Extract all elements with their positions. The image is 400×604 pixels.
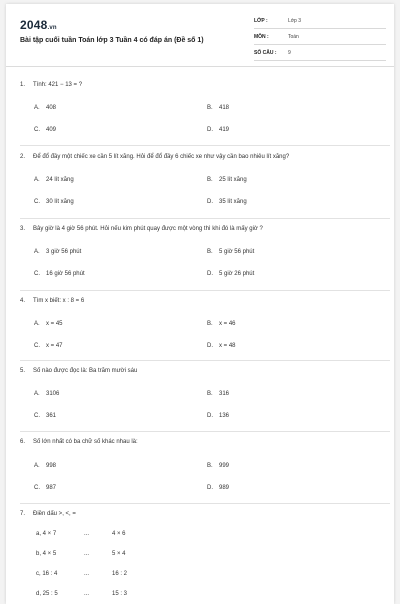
q6-option-a[interactable]: A. 998	[34, 463, 57, 469]
q7-item-a-right: 4 × 6	[112, 531, 126, 537]
q4-option-b[interactable]: B. x = 46	[207, 321, 236, 327]
q5-option-c[interactable]: C. 361	[34, 413, 57, 419]
q1-option-b[interactable]: B. 418	[207, 105, 230, 111]
q7-item-b-right: 5 × 4	[112, 551, 126, 557]
q5-option-d[interactable]: D. 136	[207, 413, 230, 419]
q6-option-c[interactable]: C. 987	[34, 485, 57, 491]
q7-item-b-left: b, 4 × 5	[36, 551, 57, 557]
q1-option-c[interactable]: C. 409	[34, 127, 57, 133]
q5-option-b[interactable]: B. 316	[207, 391, 230, 397]
question-2: 2. Để đổ đầy một chiếc xe cần 5 lít xăng. Hỏi để đổ đầy 6 chiếc xe như vậy cần bao nhiêu lít xăng?	[20, 154, 290, 160]
q7-item-c-blank[interactable]: ...	[84, 571, 90, 577]
q7-item-a-left: a, 4 × 7	[36, 531, 57, 537]
question-1: 1. Tính: 421 − 13 = ?	[20, 82, 83, 88]
worksheet-meta	[254, 16, 386, 64]
worksheet-page	[6, 4, 394, 604]
q3-option-d[interactable]: D. 5 giờ 26 phút	[207, 271, 255, 277]
q7-item-d-blank[interactable]: ...	[84, 591, 90, 597]
site-logo[interactable]: 2048.vn	[20, 18, 57, 32]
q3-option-c[interactable]: C. 16 giờ 56 phút	[34, 271, 85, 277]
worksheet-title: Bài tập cuối tuần Toán lớp 3 Tuần 4 có đáp án (Đề số 1)	[20, 37, 204, 44]
q5-option-a[interactable]: A. 3106	[34, 391, 60, 397]
q7-item-b-blank[interactable]: ...	[84, 551, 90, 557]
q7-item-d-left: d, 25 : 5	[36, 591, 58, 597]
q2-option-a[interactable]: A. 24 lít xăng	[34, 177, 74, 183]
q7-item-d-right: 15 : 3	[112, 591, 128, 597]
divider	[20, 218, 390, 219]
q4-option-d[interactable]: D. x = 48	[207, 343, 236, 349]
meta-class: LỚP : Lớp 3	[254, 16, 386, 29]
q3-option-a[interactable]: A. 3 giờ 56 phút	[34, 249, 82, 255]
q4-option-c[interactable]: C. x = 47	[34, 343, 63, 349]
question-4: 4. Tìm x biết: x : 8 = 6	[20, 298, 85, 304]
q7-item-c-right: 16 : 2	[112, 571, 128, 577]
question-6: 6. Số lớn nhất có ba chữ số khác nhau là:	[20, 439, 138, 445]
divider	[20, 290, 390, 291]
q6-option-d[interactable]: D. 989	[207, 485, 230, 491]
question-7: 7. Điền dấu >, <, =	[20, 511, 76, 517]
q4-option-a[interactable]: A. x = 45	[34, 321, 63, 327]
divider	[20, 431, 390, 432]
q2-option-b[interactable]: B. 25 lít xăng	[207, 177, 247, 183]
q7-item-a-blank[interactable]: ...	[84, 531, 90, 537]
question-5: 5. Số nào được đọc là: Ba trăm mười sáu	[20, 368, 138, 374]
q1-option-d[interactable]: D. 419	[207, 127, 230, 133]
q3-option-b[interactable]: B. 5 giờ 56 phút	[207, 249, 255, 255]
question-3: 3. Bây giờ là 4 giờ 56 phút. Hỏi nếu kim phút quay được một vòng thì khi đó là mấy giờ ?	[20, 226, 263, 232]
divider	[20, 360, 390, 361]
divider	[20, 503, 390, 504]
q1-option-a[interactable]: A. 408	[34, 105, 57, 111]
q7-item-c-left: c, 16 : 4	[36, 571, 58, 577]
meta-subject: MÔN : Toán	[254, 32, 386, 45]
q2-option-d[interactable]: D. 35 lít xăng	[207, 199, 247, 205]
worksheet-header	[6, 4, 394, 67]
q2-option-c[interactable]: C. 30 lít xăng	[34, 199, 74, 205]
meta-question-count: SỐ CÂU : 9	[254, 48, 386, 61]
q6-option-b[interactable]: B. 999	[207, 463, 230, 469]
divider	[20, 145, 390, 146]
